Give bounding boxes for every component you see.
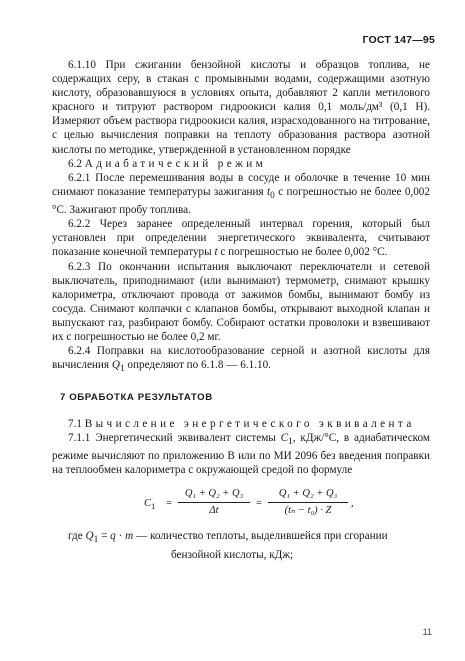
where-dot: · <box>115 530 126 543</box>
formula-frac2-num: Q₁ + Q₂ + Q₃ <box>278 488 338 500</box>
where-sub: 1 <box>93 535 99 546</box>
heading-6-2-number: 6.2 <box>68 157 82 170</box>
p624-text-a: 6.2.4 Поправки на кислотообразование серной и азотной кислоты для вычисления <box>52 345 430 372</box>
where-word: где <box>68 530 86 543</box>
formula-lhs <box>144 497 155 513</box>
formula-eq1: = <box>166 498 172 510</box>
formula-frac1 <box>178 487 250 518</box>
where-q: q <box>110 530 116 543</box>
p711-text-a: 7.1.1 Энергетический эквивалент системы <box>68 431 281 444</box>
where-line-2: бензойной кислоты, кДж; <box>171 548 294 561</box>
subsection-7-1-text: Вычисление энергетического эквивалента <box>84 417 415 430</box>
subsection-7-1-title <box>52 417 430 431</box>
paragraph-6-2-3: 6.2.3 По окончании испытания выключают переключатели и сетевой выключатель, приподнимают (или вынимают) термометр, снимают крышку калориметра, отключают провода от зажимов бомбы, вынимают бомбу из сосуда. Снимают колпачки с клапанов бомбы, открывают выходной клапан и выпускают газ, разбирают бомбу. Собирают остатки проволоки и взвешивают их с погрешностью не более 0,2 мг. <box>52 260 430 344</box>
heading-6-2-title: Адиабатический режим <box>84 157 267 170</box>
where-line-1 <box>52 529 430 547</box>
p624-text-b: определяют по 6.1.8 — 6.1.10. <box>124 359 271 372</box>
formula-lhs-var: C <box>144 498 152 510</box>
section-7-title: 7 ОБРАБОТКА РЕЗУЛЬТАТОВ <box>60 391 213 403</box>
formula-frac1-den: Δt <box>178 502 250 518</box>
formula-lhs-sub: 1 <box>151 501 156 512</box>
paragraph-6-2-1 <box>52 171 430 218</box>
p622-text-a: 6.2.2 Через заранее определенный интервал горения, который был установлен при определении энергетического эквивалента, считывают показание конечной температуры <box>52 218 430 259</box>
page-number: 11 <box>422 627 432 637</box>
document-body <box>52 58 430 562</box>
where-text: — количество теплоты, выделившейся при сгорании <box>133 530 388 543</box>
paragraph-6-2-4 <box>52 344 430 376</box>
p621-var: t <box>267 185 271 198</box>
subsection-7-1-number: 7.1 <box>68 417 82 430</box>
formula-tail: , <box>351 498 354 510</box>
p624-sub: 1 <box>119 364 125 375</box>
paragraph-6-2-2 <box>52 217 430 259</box>
formula-eq2: = <box>256 498 262 510</box>
p624-var: Q <box>111 359 120 372</box>
p711-text-b: , кДж/°С, в адиабатическом режиме вычисляют по приложению В или по МИ 2096 без введения поправки на теплообмен калориметра с окружающей средой по формуле <box>52 431 430 477</box>
formula-frac1-num: Q₁ + Q₂ + Q₃ <box>184 488 244 500</box>
p622-var: t <box>214 246 218 259</box>
p621-text-b: с погрешностью не более 0,002 °С. Зажигают пробу топлива. <box>52 185 430 217</box>
standard-header: ГОСТ 147—95 <box>362 34 435 46</box>
paragraph-7-1-1 <box>52 431 430 478</box>
p622-text-b: с погрешностью не более 0,002 °С. <box>217 246 388 259</box>
p711-var: C <box>280 431 289 444</box>
paragraph-6-1-10: 6.1.10 При сжигании бензойной кислоты и образцов топлива, не содержащих серу, в стакан с промывными водами, содержащими азотную кислоту, образовавшуюся в условиях опыта, добавляют 2 капли метилового красного и титруют раствором гидроокиси калия 0,1 моль/дм³ (0,1 Н). Измеряют объем раствора гидроокиси калия, израсходованного на титрование, с целью вычисления поправки на теплоту образования раствора азотной кислоты по методике, утвержденной в установленном порядке <box>52 59 430 156</box>
where-eq: = <box>98 530 111 543</box>
heading-6-2 <box>52 157 430 171</box>
where-m: m <box>125 530 134 543</box>
where-var: Q <box>85 530 94 543</box>
formula-frac2 <box>268 487 348 518</box>
p621-text-a: 6.2.1 После перемешивания воды в сосуде и оболочке в течение 10 мин снимают показание температуры зажигания <box>52 171 430 198</box>
p711-sub: 1 <box>288 436 293 447</box>
formula-energy-equivalent <box>144 487 430 519</box>
formula-frac2-den: (tₙ − t₀) · Z <box>268 502 348 518</box>
p621-sub: 0 <box>270 191 275 202</box>
